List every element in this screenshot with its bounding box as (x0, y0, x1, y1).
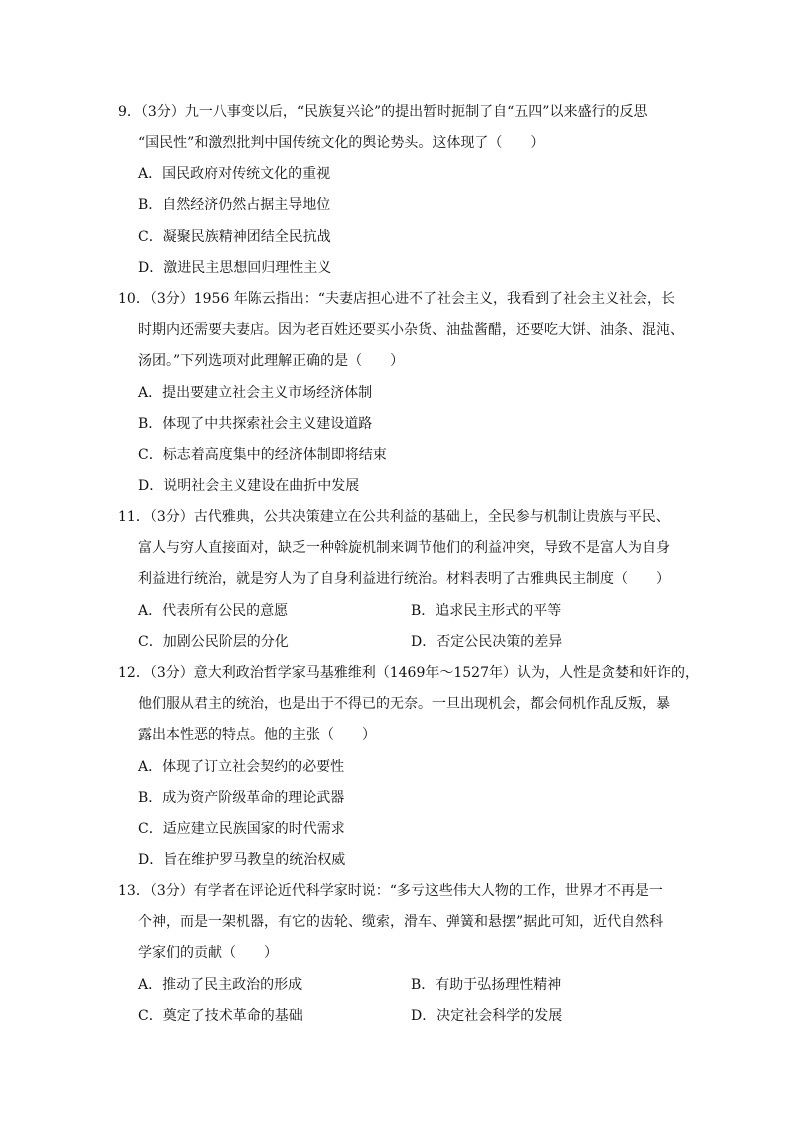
question-10-stem-line-2: 时期内还需要夫妻店。因为老百姓还要买小杂货、油盐酱醋，还要吃大饼、油条、混沌、 (138, 322, 684, 338)
question-10-option-d: D．说明社会主义建设在曲折中发展 (138, 478, 360, 494)
question-12-option-d: D．旨在维护罗马教皇的统治权威 (138, 852, 346, 868)
question-9-option-d: D．激进民主思想回归理性主义 (138, 260, 332, 276)
question-9-option-b: B．自然经济仍然占据主导地位 (138, 197, 331, 213)
question-13-stem-line-2: 个神，而是一架机器，有它的齿轮、缆索，滑车、弹簧和悬摆”据此可知，近代自然科 (138, 914, 664, 930)
question-13-option-b: B．有助于弘扬理性精神 (411, 977, 562, 993)
question-9-stem-line-1: 9．（3分）九一八事变以后，“民族复兴论”的提出暂时扼制了自“五四”以来盛行的反思 (118, 104, 648, 120)
question-13-stem-line-1: 13．（3分）有学者在评论近代科学家时说：“多亏这些伟大人物的工作，世界才不再是一 (118, 883, 663, 899)
question-12-stem-line-2: 他们服从君主的统治，也是出于不得已的无奈。一旦出现机会，都会伺机作乱反叛，暴 (138, 696, 670, 712)
question-13-option-d: D．决定社会科学的发展 (411, 1008, 563, 1024)
question-9-stem-line-2: “国民性”和激烈批判中国传统文化的舆论势头。这体现了（ ） (138, 135, 545, 151)
question-13-option-a: A．推动了民主政治的形成 (138, 977, 303, 993)
question-12-stem-line-1: 12．（3分）意大利政治哲学家马基雅维利（1469年～1527年）认为，人性是贪婪和奸诈的， (118, 665, 699, 681)
question-10-stem-line-1: 10．（3分）1956 年陈云指出：“夫妻店担心进不了社会主义，我看到了社会主义社会，长 (118, 291, 675, 307)
question-11-stem-line-1: 11．（3分）古代雅典，公共决策建立在公共利益的基础上，全民参与机制让贵族与平民、 (118, 509, 670, 525)
question-12-option-a: A．体现了订立社会契约的必要性 (138, 759, 345, 775)
question-10-option-a: A．提出要建立社会主义市场经济体制 (138, 385, 373, 401)
question-10-stem-line-3: 汤团。”下列选项对此理解正确的是（ ） (138, 353, 405, 369)
question-10-option-b: B．体现了中共探索社会主义建设道路 (138, 416, 373, 432)
question-12-option-b: B．成为资产阶级革命的理论武器 (138, 790, 345, 806)
question-13-stem-line-3: 学家们的贡献（ ） (138, 945, 278, 961)
question-11-option-d: D．否定公民决策的差异 (411, 634, 563, 650)
question-13-option-c: C．奠定了技术革命的基础 (138, 1008, 303, 1024)
question-11-option-c: C．加剧公民阶层的分化 (138, 634, 289, 650)
question-12-option-c: C．适应建立民族国家的时代需求 (138, 821, 345, 837)
question-11-stem-line-3: 利益进行统治，就是穷人为了自身利益进行统治。材料表明了古雅典民主制度（ ） (138, 571, 670, 587)
question-9-option-a: A．国民政府对传统文化的重视 (138, 166, 331, 182)
question-10-option-c: C．标志着高度集中的经济体制即将结束 (138, 447, 387, 463)
question-11-option-a: A．代表所有公民的意愿 (138, 603, 289, 619)
question-11-option-b: B．追求民主形式的平等 (411, 603, 562, 619)
question-11-stem-line-2: 富人与穷人直接面对，缺乏一种斡旋机制来调节他们的利益冲突，导致不是富人为自身 (138, 540, 670, 556)
question-12-stem-line-3: 露出本性恶的特点。他的主张（ ） (138, 727, 376, 743)
question-9-option-c: C．凝聚民族精神团结全民抗战 (138, 229, 331, 245)
